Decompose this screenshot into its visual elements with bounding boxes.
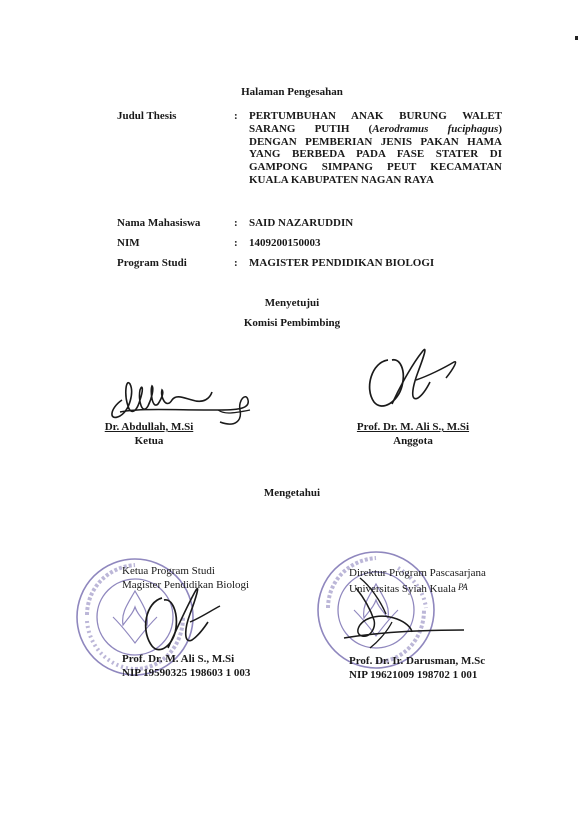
judul-part1: PERTUMBUHAN ANAK BURUNG WALET SARANG PUTIH ( xyxy=(249,110,502,135)
menyetujui-label: Menyetujui xyxy=(264,297,320,309)
ketua-name: Dr. Abdullah, M.Si xyxy=(104,421,194,433)
prodi-colon: : xyxy=(234,257,238,269)
nama-colon: : xyxy=(234,217,238,229)
paraf-initials: PA xyxy=(457,582,468,592)
komisi-label: Komisi Pembimbing xyxy=(243,317,341,329)
prodi-nip: NIP 19590325 198603 1 003 xyxy=(122,667,251,679)
nim-colon: : xyxy=(234,237,238,249)
anggota-name: Prof. Dr. M. Ali S., M.Si xyxy=(356,421,470,433)
prodi-value: MAGISTER PENDIDIKAN BIOLOGI xyxy=(249,257,435,269)
anggota-role: Anggota xyxy=(393,435,433,447)
anggota-signature xyxy=(358,342,468,412)
pascasarjana-nip: NIP 19621009 198702 1 001 xyxy=(349,669,478,681)
ketua-block xyxy=(74,420,224,448)
page-title: Halaman Pengesahan xyxy=(241,86,343,98)
anggota-block xyxy=(328,420,498,448)
judul-colon: : xyxy=(234,110,238,122)
pascasarjana-university: Universitas Syiah Kuala xyxy=(349,583,456,595)
nama-label: Nama Mahasiswa xyxy=(117,217,201,229)
ketua-role: Ketua xyxy=(134,435,164,447)
prodi-label: Program Studi xyxy=(117,257,187,269)
judul-part2: ) DENGAN PEMBERIAN JENIS PAKAN HAMA YANG BERBEDA PADA FASE STATER DI GAMPONG SIMPANG PEUT KECAMATAN KUALA KABUPATEN NAGAN RAYA xyxy=(249,122,502,186)
prodi-title-1: Ketua Program Studi xyxy=(122,565,215,577)
pascasarjana-title-2 xyxy=(349,580,468,596)
prodi-name: Prof. Dr. M. Ali S., M.Si xyxy=(122,653,235,665)
nim-value: 1409200150003 xyxy=(249,237,321,249)
prodi-signature xyxy=(134,580,224,660)
prodi-title-2: Magister Pendidikan Biologi xyxy=(122,579,250,591)
scan-speck xyxy=(575,36,578,40)
nim-label: NIM xyxy=(117,237,140,249)
judul-label: Judul Thesis xyxy=(117,110,177,122)
pascasarjana-name: Prof. Dr. Ir. Darusman, M.Sc xyxy=(349,655,486,667)
pascasarjana-title-1: Direktur Program Pascasarjana xyxy=(349,567,486,579)
judul-value xyxy=(249,110,502,187)
mengetahui-label: Mengetahui xyxy=(263,487,321,499)
nama-value: SAID NAZARUDDIN xyxy=(249,217,354,229)
judul-italic: Aerodramus fuciphagus xyxy=(372,122,499,135)
